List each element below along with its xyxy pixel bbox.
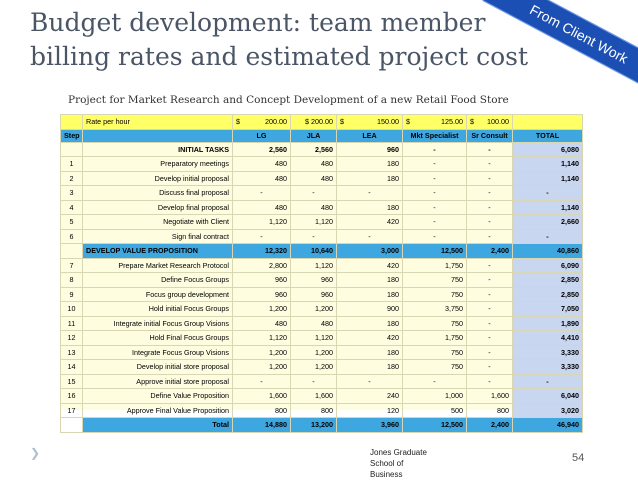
value-cell: 180 xyxy=(337,316,403,331)
table-row xyxy=(61,331,583,346)
rate-lea: $ 150.00 xyxy=(337,115,403,130)
value-cell: 13,200 xyxy=(291,418,337,433)
value-cell: 14,880 xyxy=(233,418,291,433)
value-cell: 1,120 xyxy=(233,331,291,346)
table-row xyxy=(61,345,583,360)
value-cell: 1,750 xyxy=(403,331,467,346)
value-cell: 12,500 xyxy=(403,418,467,433)
value-cell: 180 xyxy=(337,287,403,302)
value-cell: 1,200 xyxy=(233,345,291,360)
value-cell: - xyxy=(467,157,513,172)
value-cell: 960 xyxy=(291,287,337,302)
value-cell: 1,200 xyxy=(233,360,291,375)
value-cell: 500 xyxy=(403,403,467,418)
total-cell: 3,020 xyxy=(513,403,583,418)
step-cell xyxy=(61,418,83,433)
value-cell: - xyxy=(467,215,513,230)
budget-spreadsheet xyxy=(60,114,582,430)
value-cell: 750 xyxy=(403,316,467,331)
step-cell: 5 xyxy=(61,215,83,230)
value-cell: - xyxy=(467,287,513,302)
table-row xyxy=(61,302,583,317)
header-task xyxy=(83,129,233,142)
task-cell: Prepare Market Research Protocol xyxy=(83,258,233,273)
value-cell: 480 xyxy=(233,171,291,186)
value-cell: 1,120 xyxy=(291,258,337,273)
value-cell: 3,000 xyxy=(337,244,403,259)
task-cell: Hold initial Focus Groups xyxy=(83,302,233,317)
value-cell: - xyxy=(467,302,513,317)
task-cell: Hold Final Focus Groups xyxy=(83,331,233,346)
step-cell xyxy=(61,244,83,259)
value-cell: 960 xyxy=(291,273,337,288)
task-cell: Integrate initial Focus Group Visions xyxy=(83,316,233,331)
header-sr-consult: Sr Consult xyxy=(467,129,513,142)
total-cell: 40,860 xyxy=(513,244,583,259)
value-cell: - xyxy=(291,186,337,201)
header-total: TOTAL xyxy=(513,129,583,142)
value-cell: - xyxy=(467,331,513,346)
table-row xyxy=(61,418,583,433)
task-cell: Approve Final Value Proposition xyxy=(83,403,233,418)
step-cell xyxy=(61,142,83,157)
header-step: Step xyxy=(61,129,83,142)
value-cell: 480 xyxy=(291,157,337,172)
value-cell: 1,750 xyxy=(403,258,467,273)
step-cell: 9 xyxy=(61,287,83,302)
value-cell: 480 xyxy=(233,157,291,172)
value-cell: - xyxy=(403,200,467,215)
value-cell: 12,500 xyxy=(403,244,467,259)
total-cell: 2,850 xyxy=(513,287,583,302)
header-jla: JLA xyxy=(291,129,337,142)
step-cell: 10 xyxy=(61,302,83,317)
value-cell: 1,200 xyxy=(233,302,291,317)
total-cell: - xyxy=(513,374,583,389)
value-cell: 1,600 xyxy=(233,389,291,404)
value-cell: 180 xyxy=(337,157,403,172)
value-cell: - xyxy=(337,229,403,244)
step-cell: 16 xyxy=(61,389,83,404)
total-cell: 1,890 xyxy=(513,316,583,331)
total-cell: 6,090 xyxy=(513,258,583,273)
table-row xyxy=(61,157,583,172)
table-row xyxy=(61,403,583,418)
value-cell: 750 xyxy=(403,360,467,375)
value-cell: 960 xyxy=(337,142,403,157)
value-cell: 960 xyxy=(233,273,291,288)
value-cell: 1,600 xyxy=(467,389,513,404)
slide-subtitle: Project for Market Research and Concept Development of a new Retail Food Store xyxy=(68,94,509,106)
value-cell: 420 xyxy=(337,215,403,230)
rate-jla: $ 200.00 xyxy=(291,115,337,130)
table-row xyxy=(61,229,583,244)
value-cell: - xyxy=(403,186,467,201)
value-cell: 420 xyxy=(337,258,403,273)
value-cell: - xyxy=(403,157,467,172)
value-cell: - xyxy=(467,360,513,375)
value-cell: - xyxy=(403,142,467,157)
step-cell: 11 xyxy=(61,316,83,331)
value-cell: 180 xyxy=(337,273,403,288)
footer-school: Jones Graduate School of Business xyxy=(370,448,427,479)
page-number: 54 xyxy=(572,452,585,464)
table-row xyxy=(61,273,583,288)
table-row xyxy=(61,186,583,201)
value-cell: 960 xyxy=(233,287,291,302)
value-cell: - xyxy=(467,186,513,201)
value-cell: - xyxy=(467,374,513,389)
value-cell: 1,120 xyxy=(291,215,337,230)
step-cell: 1 xyxy=(61,157,83,172)
rate-label: Rate per hour xyxy=(83,115,233,130)
value-cell: 750 xyxy=(403,345,467,360)
value-cell: - xyxy=(337,186,403,201)
value-cell: - xyxy=(467,273,513,288)
task-cell: Develop final proposal xyxy=(83,200,233,215)
value-cell: 2,400 xyxy=(467,244,513,259)
value-cell: - xyxy=(467,316,513,331)
step-cell: 8 xyxy=(61,273,83,288)
total-cell: - xyxy=(513,229,583,244)
value-cell: 480 xyxy=(291,171,337,186)
step-cell: 13 xyxy=(61,345,83,360)
value-cell: - xyxy=(233,186,291,201)
value-cell: - xyxy=(337,374,403,389)
step-cell: 7 xyxy=(61,258,83,273)
task-cell: Integrate Focus Group Visions xyxy=(83,345,233,360)
total-cell: 2,660 xyxy=(513,215,583,230)
total-cell: 6,040 xyxy=(513,389,583,404)
value-cell: 180 xyxy=(337,360,403,375)
step-cell: 3 xyxy=(61,186,83,201)
value-cell: 3,960 xyxy=(337,418,403,433)
value-cell: 480 xyxy=(233,200,291,215)
header-lg: LG xyxy=(233,129,291,142)
total-cell: 7,050 xyxy=(513,302,583,317)
value-cell: - xyxy=(403,215,467,230)
value-cell: - xyxy=(467,171,513,186)
value-cell: 180 xyxy=(337,200,403,215)
step-cell: 4 xyxy=(61,200,83,215)
total-cell: 3,330 xyxy=(513,345,583,360)
budget-table xyxy=(60,114,583,433)
value-cell: 800 xyxy=(233,403,291,418)
header-mkt-specialist: Mkt Specialist xyxy=(403,129,467,142)
value-cell: 2,560 xyxy=(233,142,291,157)
value-cell: - xyxy=(233,374,291,389)
rate-mkt: $ 125.00 xyxy=(403,115,467,130)
task-cell: Sign final contract xyxy=(83,229,233,244)
value-cell: 750 xyxy=(403,287,467,302)
value-cell: 480 xyxy=(291,200,337,215)
table-row xyxy=(61,171,583,186)
table-row xyxy=(61,142,583,157)
rate-row xyxy=(61,115,583,130)
task-cell: Preparatory meetings xyxy=(83,157,233,172)
rate-lg: $ 200.00 xyxy=(233,115,291,130)
value-cell: 1,120 xyxy=(291,331,337,346)
value-cell: - xyxy=(403,171,467,186)
value-cell: 1,200 xyxy=(291,360,337,375)
total-cell: 1,140 xyxy=(513,157,583,172)
task-cell: Negotiate with Client xyxy=(83,215,233,230)
total-cell: 3,330 xyxy=(513,360,583,375)
table-row xyxy=(61,244,583,259)
value-cell: 2,800 xyxy=(233,258,291,273)
value-cell: - xyxy=(233,229,291,244)
value-cell: 240 xyxy=(337,389,403,404)
total-cell: 1,140 xyxy=(513,200,583,215)
value-cell: 3,750 xyxy=(403,302,467,317)
value-cell: 480 xyxy=(291,316,337,331)
value-cell: - xyxy=(467,142,513,157)
value-cell: - xyxy=(467,345,513,360)
value-cell: - xyxy=(291,374,337,389)
task-cell: Develop initial store proposal xyxy=(83,360,233,375)
table-row xyxy=(61,287,583,302)
value-cell: 2,560 xyxy=(291,142,337,157)
value-cell: 1,000 xyxy=(403,389,467,404)
value-cell: 180 xyxy=(337,345,403,360)
total-cell: 1,140 xyxy=(513,171,583,186)
table-row xyxy=(61,200,583,215)
table-row xyxy=(61,316,583,331)
value-cell: 180 xyxy=(337,171,403,186)
value-cell: 420 xyxy=(337,331,403,346)
value-cell: 12,320 xyxy=(233,244,291,259)
total-cell: 4,410 xyxy=(513,331,583,346)
step-cell: 15 xyxy=(61,374,83,389)
task-cell: Total xyxy=(83,418,233,433)
step-cell: 14 xyxy=(61,360,83,375)
header-lea: LEA xyxy=(337,129,403,142)
title-line-1: Budget development: team member xyxy=(30,8,486,37)
header-row xyxy=(61,129,583,142)
slide-title xyxy=(30,6,570,74)
step-cell: 2 xyxy=(61,171,83,186)
table-row xyxy=(61,389,583,404)
total-cell: 6,080 xyxy=(513,142,583,157)
task-cell: Define Value Proposition xyxy=(83,389,233,404)
value-cell: - xyxy=(467,229,513,244)
table-row xyxy=(61,258,583,273)
step-cell: 12 xyxy=(61,331,83,346)
value-cell: 1,120 xyxy=(233,215,291,230)
task-cell: Discuss final proposal xyxy=(83,186,233,201)
from-client-work-ribbon: From Client Work xyxy=(482,0,638,96)
total-cell: 46,940 xyxy=(513,418,583,433)
table-row xyxy=(61,215,583,230)
bullet-icon: ❯ xyxy=(30,446,41,460)
value-cell: 800 xyxy=(467,403,513,418)
task-cell: DEVELOP VALUE PROPOSITION xyxy=(83,244,233,259)
value-cell: 1,600 xyxy=(291,389,337,404)
step-cell: 17 xyxy=(61,403,83,418)
value-cell: - xyxy=(467,200,513,215)
value-cell: 480 xyxy=(233,316,291,331)
table-row xyxy=(61,374,583,389)
value-cell: 800 xyxy=(291,403,337,418)
value-cell: - xyxy=(403,374,467,389)
value-cell: 750 xyxy=(403,273,467,288)
value-cell: - xyxy=(467,258,513,273)
rate-sr: $ 100.00 xyxy=(467,115,513,130)
value-cell: - xyxy=(291,229,337,244)
total-cell: 2,850 xyxy=(513,273,583,288)
task-cell: Develop initial proposal xyxy=(83,171,233,186)
total-cell: - xyxy=(513,186,583,201)
value-cell: - xyxy=(403,229,467,244)
value-cell: 2,400 xyxy=(467,418,513,433)
value-cell: 120 xyxy=(337,403,403,418)
task-cell: Approve initial store proposal xyxy=(83,374,233,389)
table-row xyxy=(61,360,583,375)
value-cell: 1,200 xyxy=(291,302,337,317)
task-cell: INITIAL TASKS xyxy=(83,142,233,157)
step-cell: 6 xyxy=(61,229,83,244)
value-cell: 10,640 xyxy=(291,244,337,259)
value-cell: 1,200 xyxy=(291,345,337,360)
title-line-2: billing rates and estimated project cost xyxy=(30,42,529,71)
task-cell: Define Focus Groups xyxy=(83,273,233,288)
task-cell: Focus group development xyxy=(83,287,233,302)
value-cell: 900 xyxy=(337,302,403,317)
